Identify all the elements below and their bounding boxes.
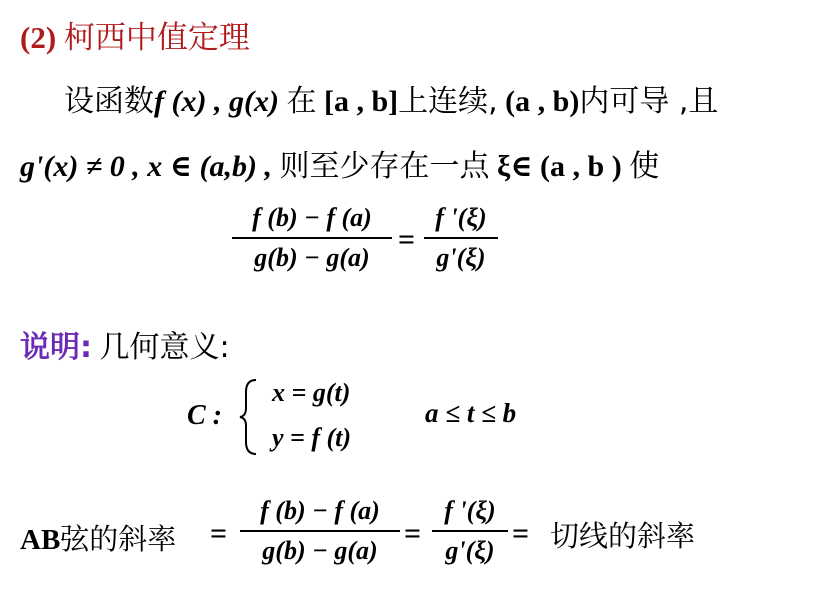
line2-text: 则至少存在一点: [279, 149, 490, 184]
explanation-label: 说明:: [20, 330, 92, 365]
line1-text: 上连续,: [398, 84, 498, 119]
curve-range: a ≤ t ≤ b: [425, 398, 517, 428]
explanation-text: 几何意义:: [99, 330, 230, 365]
chord-equals-2: =: [404, 517, 422, 550]
chord-left-denominator: g(b) − g(a): [262, 536, 378, 565]
chord-label-cjk: 弦的斜率: [60, 522, 177, 556]
section-name: 柯西中值定理: [63, 20, 250, 56]
formula-right-fraction: [424, 203, 498, 273]
chord-label-latin: AB: [20, 524, 61, 556]
chord-slope-label: [20, 517, 176, 558]
explanation: [20, 322, 230, 366]
line2-xi: ξ∈ (a , b ): [496, 150, 622, 183]
left-brace-icon: [238, 378, 260, 456]
line1-in: 在: [286, 84, 317, 119]
formula-left-fraction: [232, 203, 392, 273]
chord-equals-3: =: [512, 517, 530, 550]
fraction-bar: [424, 237, 498, 239]
section-title: [20, 12, 250, 57]
line1-funcs: f (x) , g(x): [154, 85, 279, 118]
line1-interval: [a , b]: [323, 85, 399, 118]
statement-line-2: [20, 141, 659, 185]
curve-y-equation: y = f (t): [272, 423, 352, 452]
formula-right-denominator: g'(ξ): [436, 243, 486, 272]
line1-suffix: 内可导 ,且: [579, 84, 719, 119]
chord-right-fraction: [432, 496, 508, 566]
line2-condition: g'(x) ≠ 0 , x ∈ (a,b) ,: [20, 150, 272, 183]
tangent-slope-label: 切线的斜率: [550, 519, 696, 553]
fraction-bar: [432, 530, 508, 532]
chord-left-fraction: [240, 496, 400, 566]
formula-left-numerator: f (b) − f (a): [252, 203, 372, 232]
fraction-bar: [232, 237, 392, 239]
line1-prefix: 设函数: [64, 84, 154, 119]
curve-x-equation: x = g(t): [272, 378, 351, 407]
formula-equals: =: [398, 223, 416, 256]
chord-left-numerator: f (b) − f (a): [260, 496, 380, 525]
line1-open-interval: (a , b): [505, 85, 580, 118]
line2-suffix: 使: [629, 149, 660, 184]
section-number: (2): [20, 20, 57, 55]
chord-right-denominator: g'(ξ): [445, 536, 495, 565]
chord-equals-1: =: [210, 517, 228, 550]
statement-line-1: [64, 76, 718, 120]
chord-right-numerator: f '(ξ): [444, 496, 496, 525]
curve-name: C :: [187, 400, 222, 431]
fraction-bar: [240, 530, 400, 532]
formula-left-denominator: g(b) − g(a): [254, 243, 370, 272]
formula-right-numerator: f '(ξ): [435, 203, 487, 232]
